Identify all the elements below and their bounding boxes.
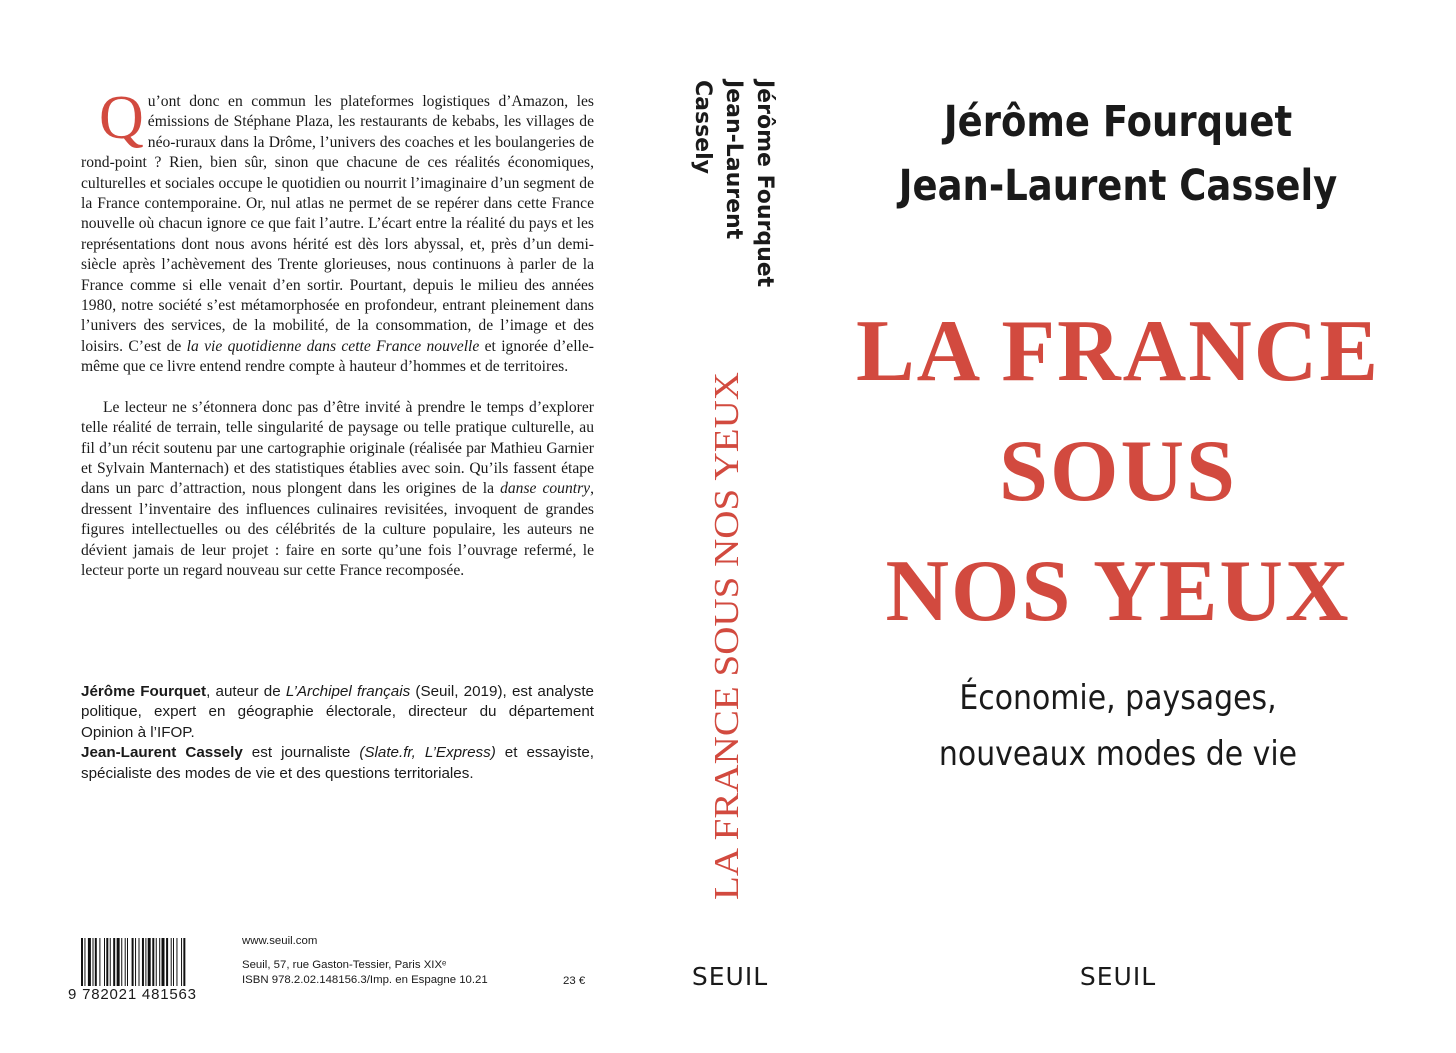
barcode-bar [127, 938, 128, 986]
blurb-para2-italic: danse country [500, 480, 591, 498]
spine-title: LA FRANCE SOUS NOS YEUX [707, 426, 746, 900]
barcode-bar [148, 938, 151, 986]
publisher-address: Seuil, 57, rue Gaston-Tessier, Paris XIXᵉ [242, 959, 447, 971]
barcode-bar [104, 938, 105, 986]
barcode-bar [139, 938, 140, 986]
barcode-bar [88, 938, 91, 986]
barcode-bar [166, 938, 168, 986]
front-subtitle [821, 670, 1416, 782]
barcode-bar [113, 938, 115, 986]
barcode-bar [142, 938, 144, 986]
barcode-bar [110, 938, 111, 986]
front-publisher: SEUIL [1079, 962, 1157, 991]
blurb-para1-italic: la vie quotidienne dans cette France nouvelle [186, 337, 480, 355]
subtitle-line1: Économie, paysages, [959, 678, 1277, 718]
spine-author2: Jean-Laurent Cassely [690, 80, 746, 240]
barcode-bar [117, 938, 120, 986]
barcode-bar [81, 938, 83, 986]
bio2-text-a: est journaliste [242, 744, 360, 762]
spine-publisher: SEUIL [691, 962, 769, 991]
front-title [780, 292, 1456, 652]
bio1-text-b: (Seuil, 2019), est analyste politique, expert en géographie électorale, directeur du département Opinion à l’IFOP. [81, 683, 594, 741]
barcode-bar [176, 938, 177, 986]
front-author2: Jean-Laurent Cassely [898, 161, 1338, 211]
barcode-bar [93, 938, 94, 986]
barcode-bar [84, 938, 85, 986]
barcode-bar [152, 938, 154, 986]
author-bios [81, 682, 594, 784]
barcode-bar [181, 938, 182, 986]
barcode-bar [121, 938, 122, 986]
bio1-text-a: , auteur de [206, 683, 286, 700]
drop-cap: Q [99, 84, 144, 152]
subtitle-line2: nouveaux modes de vie [938, 734, 1298, 774]
barcode-bar [183, 938, 185, 986]
spine-authors [690, 80, 780, 340]
title-line2: SOUS [999, 423, 1237, 520]
bio-cassely [81, 743, 594, 784]
price: 23 € [563, 975, 586, 987]
isbn-line: ISBN 978.2.02.148156.3/Imp. en Espagne 10.21 [242, 974, 488, 986]
blurb-para1-intro: u’ont donc en commun les plateformes logistiques d’Amazon, les émissions de Stéphane Plaza, les restaurants de kebabs, les villages de néo-ruraux dans la Drôme, l’univers des coaches et les boulangeries de rond-point ? Rien, bien sûr, sinon que chacune de ces réalités économiques, culturelles et sociales occupe le quotidien ou nourrit l’imaginaire d’un segment de la France contemporaine. Or, nul atlas ne permet de se repérer dans cette France nouvelle où chacun ignore ce que fait l’autre. L’écart entre la réalité du pays et les représentations dont nous avons hérité est dès lors abyssal, et, près d’un demi-siècle après l’achèvement des Trente glorieuses, nous continuons à parler de la France comme si elle venait d’en sortir. Pourtant, depuis le milieu des années 1980, notre société s’est métamorphosée en profondeur, entrant pleinement dans l’univers des services, de la mobilité, de la consommation, de l’image et des loisirs. C’est de [81, 93, 594, 355]
publisher-website[interactable]: www.seuil.com [242, 935, 318, 947]
back-cover-blurb [81, 84, 594, 581]
blurb-para1-end: et ignorée d’elle-même que ce livre entend rendre compte à hauteur d’hommes et de territoires. [81, 337, 594, 376]
blurb-para2-end: , dressent l’inventaire des influences culinaires revisitées, invoquent de grandes figures intellectuelles ou des célébrités de la culture populaire, les auteurs ne dévient jamais de leur projet : faire en sorte qu’une fois l’ouvrage refermé, le lecteur porte un regard nouveau sur cette France recomposée. [81, 480, 594, 579]
barcode-bar [99, 938, 100, 986]
bio2-text-b: et essayiste, spécialiste des modes de vie et des questions territoriales. [81, 744, 594, 782]
barcode-bar [145, 938, 146, 986]
publisher-info [242, 934, 488, 988]
barcode-bar [156, 938, 157, 986]
barcode-bar [171, 938, 172, 986]
bio2-pubs: (Slate.fr, L’Express) [359, 744, 496, 762]
spine-title-container [702, 370, 748, 910]
barcode [81, 938, 221, 986]
barcode-bar [106, 938, 108, 986]
barcode-bar [159, 938, 160, 986]
front-authors [827, 90, 1408, 218]
bio1-book: L’Archipel français [285, 683, 411, 700]
bio2-name: Jean-Laurent Cassely [81, 744, 243, 762]
spine-author1: Jérôme Fourquet [752, 80, 777, 288]
title-line1: LA FRANCE [855, 303, 1381, 400]
barcode-bar [95, 938, 97, 986]
barcode-number: 9 782021 481563 [68, 986, 197, 1003]
barcode-bar [162, 938, 165, 986]
bio-fourquet [81, 682, 594, 743]
barcode-bar [135, 938, 136, 986]
front-author1: Jérôme Fourquet [943, 97, 1293, 147]
title-line3: NOS YEUX [885, 543, 1351, 640]
bio1-name: Jérôme Fourquet [81, 683, 207, 700]
barcode-bar [173, 938, 174, 986]
blurb-para2-start: Le lecteur ne s’étonnera donc pas d’être invité à prendre le temps d’explorer telle réalité de terrain, telle singularité de paysage ou telle pratique culturelle, au fil d’un récit soutenu par une cartographie originale (réalisée par Mathieu Garnier et Sylvain Manternach) et des statistiques établies avec soin. Qu’ils fassent étape dans un parc d’attraction, nous plongent dans les origines de la [81, 398, 594, 498]
barcode-bar [125, 938, 126, 986]
barcode-bar [132, 938, 134, 986]
